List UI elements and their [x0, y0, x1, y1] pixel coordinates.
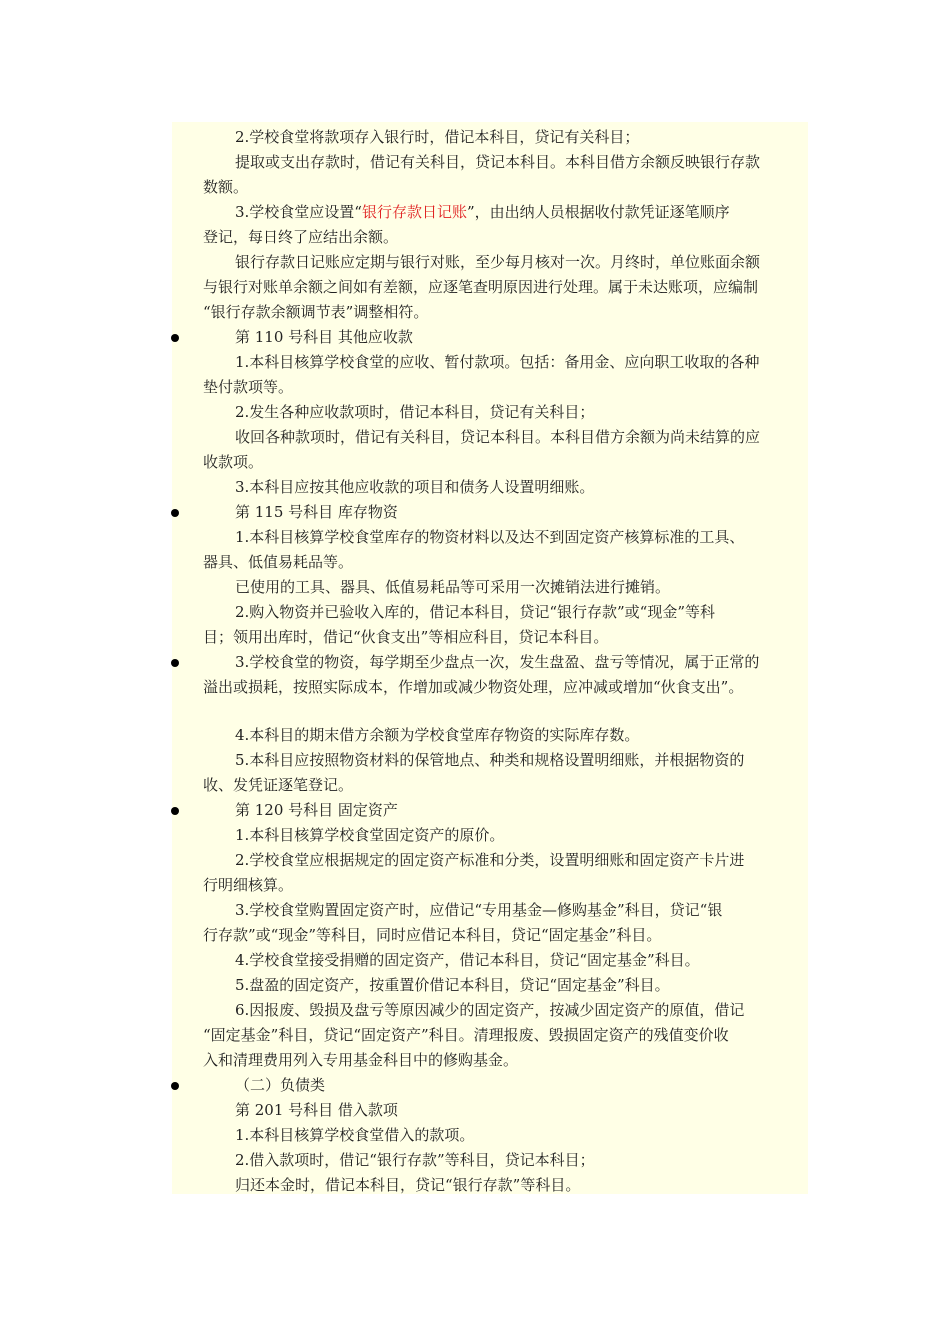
- text-line: 3.学校食堂的物资，每学期至少盘点一次，发生盘盈、盘亏等情况，属于正常的: [0, 650, 950, 675]
- bullet-icon: [171, 1082, 179, 1090]
- bullet-icon: [171, 334, 179, 342]
- text-line: 4.学校食堂接受捐赠的固定资产，借记本科目，贷记“固定基金”科目。: [235, 951, 700, 969]
- text-line: 2.发生各种应收款项时，借记本科目，贷记有关科目；: [235, 403, 595, 421]
- text-line: 溢出或损耗，按照实际成本，作增加或减少物资处理，应冲减或增加“伙食支出”。: [203, 678, 744, 696]
- text-line: 2.学校食堂将款项存入银行时，借记本科目，贷记有关科目；: [235, 128, 640, 146]
- text-line: 6.因报废、毁损及盘亏等原因减少的固定资产，按减少固定资产的原值，借记: [235, 1001, 745, 1019]
- text-line: 4.本科目的期末借方余额为学校食堂库存物资的实际库存数。: [235, 726, 640, 744]
- section-heading: 第 120 号科目 固定资产: [0, 798, 950, 823]
- text-line: 登记，每日终了应结出余额。: [203, 228, 399, 246]
- text-line: 1.本科目核算学校食堂的应收、暂付款项。包括：备用金、应向职工收取的各种: [235, 353, 760, 371]
- text-line: 2.学校食堂应根据规定的固定资产标准和分类，设置明细账和固定资产卡片进: [235, 851, 745, 869]
- text-line: 行存款”或“现金”等科目，同时应借记本科目，贷记“固定基金”科目。: [203, 926, 662, 944]
- text-line: 归还本金时，借记本科目，贷记“银行存款”等科目。: [235, 1176, 581, 1194]
- highlighted-term: 银行存款日记账: [361, 203, 467, 221]
- text-line: 垫付款项等。: [203, 378, 294, 396]
- bullet-icon: [171, 659, 179, 667]
- text-line: 收回各种款项时，借记有关科目，贷记本科目。本科目借方余额为尚未结算的应: [235, 428, 761, 446]
- bullet-icon: [171, 807, 179, 815]
- text-line: 银行存款日记账应定期与银行对账，至少每月核对一次。月终时，单位账面余额: [235, 253, 761, 271]
- section-heading: 第 201 号科目 借入款项: [235, 1101, 398, 1119]
- text-line: 已使用的工具、器具、低值易耗品等可采用一次摊销法进行摊销。: [235, 578, 671, 596]
- text-line: 3.学校食堂购置固定资产时，应借记“专用基金—修购基金”科目，贷记“银: [235, 901, 723, 919]
- text-line: 数额。: [203, 178, 249, 196]
- text-line: 行明细核算。: [203, 876, 294, 894]
- text-line: 1.本科目核算学校食堂库存的物资材料以及达不到固定资产核算标准的工具、: [235, 528, 745, 546]
- text-line: “银行存款余额调节表”调整相符。: [203, 303, 429, 321]
- text-line: 收款项。: [203, 453, 264, 471]
- text-line: 3.学校食堂应设置“银行存款日记账”，由出纳人员根据收付款凭证逐笔顺序: [235, 203, 730, 221]
- text-line: 入和清理费用列入专用基金科目中的修购基金。: [203, 1051, 519, 1069]
- text-line: 2.借入款项时，借记“银行存款”等科目，贷记本科目；: [235, 1151, 595, 1169]
- text-line: 5.盘盈的固定资产，按重置价借记本科目，贷记“固定基金”科目。: [235, 976, 670, 994]
- text-line: 1.本科目核算学校食堂固定资产的原价。: [235, 826, 505, 844]
- text-line: “固定基金”科目，贷记“固定资产”科目。清理报废、毁损固定资产的残值变价收: [203, 1026, 729, 1044]
- text-line: 提取或支出存款时，借记有关科目，贷记本科目。本科目借方余额反映银行存款: [235, 153, 761, 171]
- text-line: 收、发凭证逐笔登记。: [203, 776, 354, 794]
- text-line: 2.购入物资并已验收入库的，借记本科目，贷记“银行存款”或“现金”等科: [235, 603, 715, 621]
- text-line: 与银行对账单余额之间如有差额，应逐笔查明原因进行处理。属于未达账项，应编制: [203, 278, 759, 296]
- section-heading: （二）负债类: [0, 1073, 950, 1098]
- text-line: 3.本科目应按其他应收款的项目和债务人设置明细账。: [235, 478, 595, 496]
- section-heading: 第 110 号科目 其他应收款: [0, 325, 950, 350]
- bullet-icon: [171, 509, 179, 517]
- text-line: 5.本科目应按照物资材料的保管地点、种类和规格设置明细账，并根据物资的: [235, 751, 745, 769]
- text-line: 1.本科目核算学校食堂借入的款项。: [235, 1126, 475, 1144]
- section-heading: 第 115 号科目 库存物资: [0, 500, 950, 525]
- text-line: 器具、低值易耗品等。: [203, 553, 354, 571]
- text-line: 目；领用出库时，借记“伙食支出”等相应科目，贷记本科目。: [203, 628, 609, 646]
